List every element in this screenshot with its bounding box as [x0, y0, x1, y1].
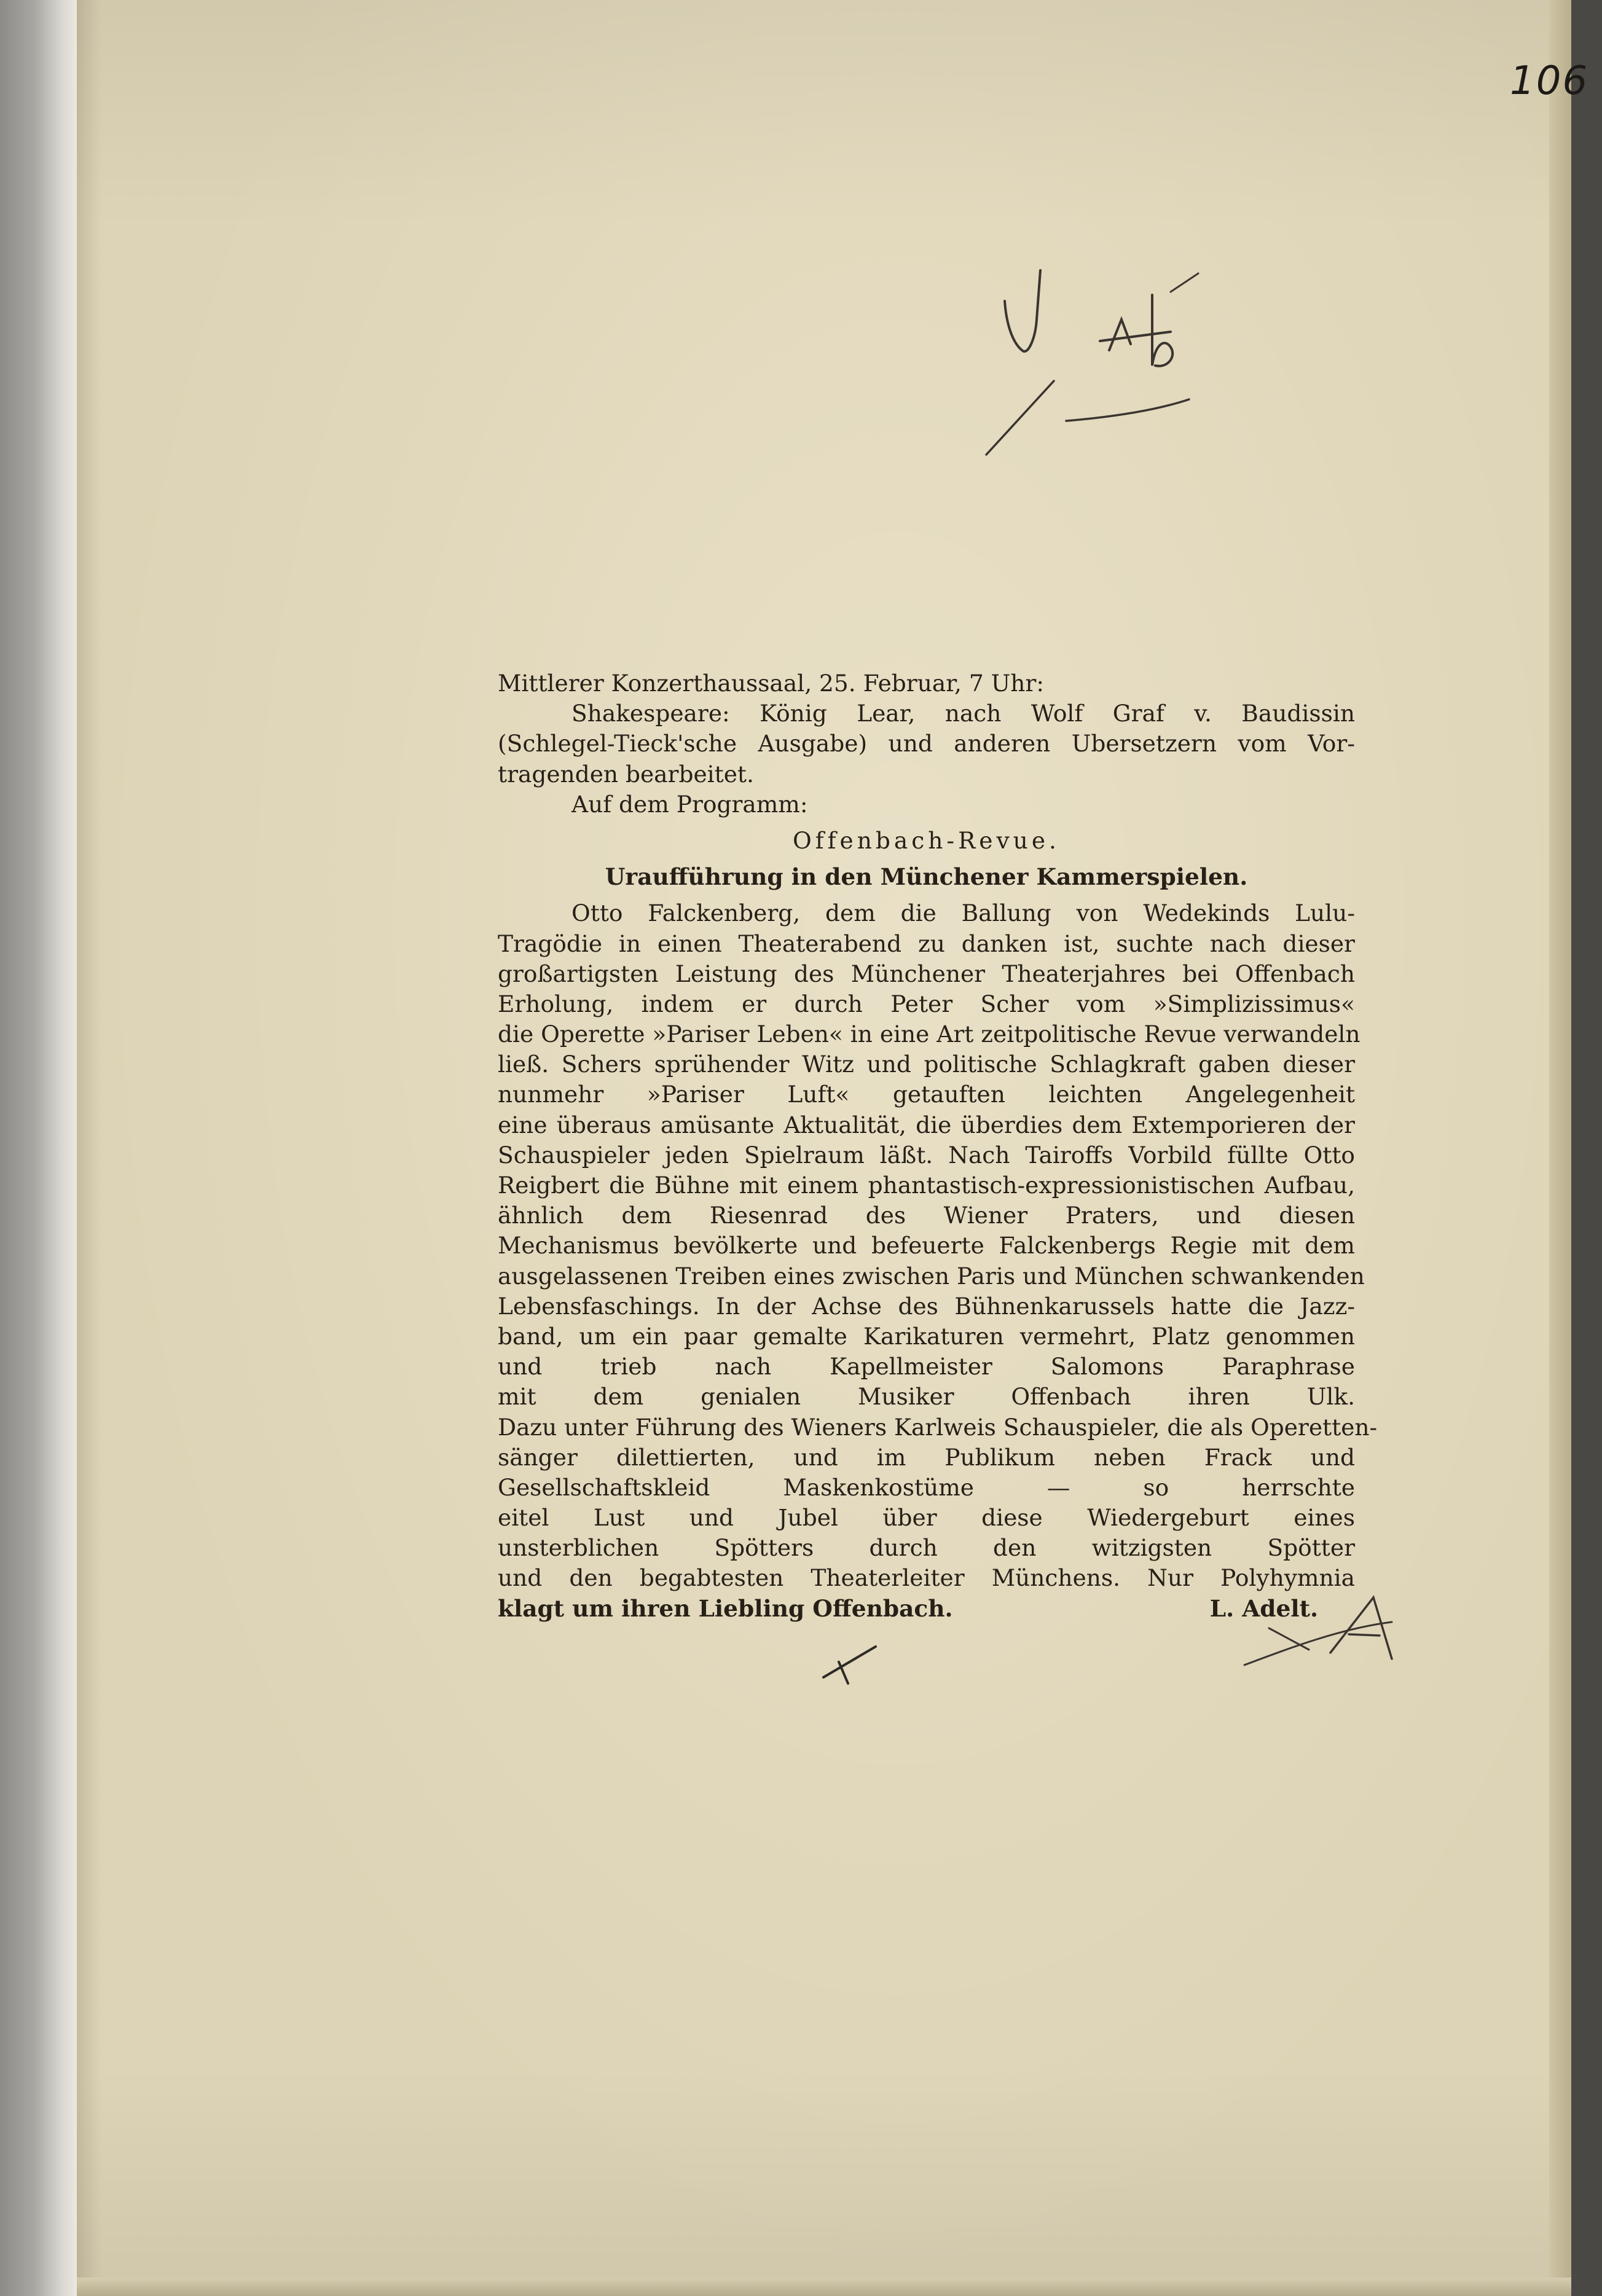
- body-line: Otto Falckenberg, dem die Ballung von Wedekinds Lulu-: [571, 899, 1355, 927]
- body-line: und den begabtesten Theaterleiter Münchens. Nur Polyhymnia: [498, 1564, 1355, 1592]
- body-line: ähnlich dem Riesenrad des Wiener Praters, und diesen: [498, 1202, 1355, 1229]
- body-line: ausgelassenen Treiben eines zwischen Paris und München schwankenden: [498, 1262, 1365, 1290]
- body-line: sänger dilettierten, und im Publikum neben Frack und: [498, 1443, 1355, 1471]
- body-line: band, um ein paar gemalte Karikaturen vermehrt, Platz genommen: [498, 1322, 1355, 1350]
- program-line: tragenden bearbeitet.: [498, 760, 754, 788]
- program-intro: Auf dem Programm:: [571, 790, 808, 818]
- article: [498, 668, 1378, 1624]
- author-signature: L. Adelt.: [1209, 1594, 1318, 1622]
- book-binding: [0, 0, 77, 2296]
- closing-text: klagt um ihren Liebling Offenbach.: [498, 1594, 953, 1622]
- body-line: Erholung, indem er durch Peter Scher vom »Simplizissimus«: [498, 990, 1355, 1017]
- body-line: Reigbert die Bühne mit einem phantastisch-expressionistischen Aufbau,: [498, 1172, 1355, 1199]
- body-line: unsterblichen Spötters durch den witzigsten Spötter: [498, 1534, 1355, 1562]
- body-line: Lebensfaschings. In der Achse des Bühnenkarussels hatte die Jazz-: [498, 1292, 1355, 1320]
- body-line: eitel Lust und Jubel über diese Wiedergeburt eines: [498, 1504, 1355, 1532]
- folio-number: 106: [1510, 58, 1589, 104]
- review-title: Offenbach-Revue.: [793, 826, 1060, 854]
- program-line: (Schlegel-Tieck'sche Ausgabe) und anderen Ubersetzern vom Vor-: [498, 730, 1355, 758]
- venue-line: Mittlerer Konzerthaussaal, 25. Februar, 7 Uhr:: [498, 670, 1044, 697]
- body-line: nunmehr »Pariser Luft« getauften leichten Angelegenheit: [498, 1081, 1355, 1108]
- body-line: Gesellschaftskleid Maskenkostüme — so herrschte: [498, 1473, 1355, 1501]
- review-subtitle: Uraufführung in den Münchener Kammerspielen.: [605, 863, 1248, 891]
- body-line: und trieb nach Kapellmeister Salomons Paraphrase: [498, 1353, 1355, 1381]
- program-line: Shakespeare: König Lear, nach Wolf Graf v. Baudissin: [571, 700, 1355, 727]
- body-line: Tragödie in einen Theaterabend zu danken ist, suchte nach dieser: [498, 930, 1355, 957]
- body-line: großartigsten Leistung des Münchener Theaterjahres bei Offenbach: [498, 960, 1355, 987]
- body-line: Mechanismus bevölkerte und befeuerte Falckenbergs Regie mit dem: [498, 1232, 1355, 1260]
- body-line: Schauspieler jeden Spielraum läßt. Nach Tairoffs Vorbild füllte Otto: [498, 1141, 1355, 1169]
- body-line: eine überaus amüsante Aktualität, die überdies dem Extemporieren der: [498, 1111, 1355, 1138]
- closing-line: [498, 1594, 1355, 1624]
- document-page: [77, 0, 1589, 2296]
- body-line: die Operette »Pariser Leben« in eine Art zeitpolitische Revue verwandeln: [498, 1021, 1361, 1048]
- body-line: ließ. Schers sprühender Witz und politische Schlagkraft gaben dieser: [498, 1051, 1355, 1078]
- body-line: Dazu unter Führung des Wieners Karlweis Schauspieler, die als Operetten-: [498, 1413, 1378, 1441]
- body-line: mit dem genialen Musiker Offenbach ihren Ulk.: [498, 1383, 1355, 1411]
